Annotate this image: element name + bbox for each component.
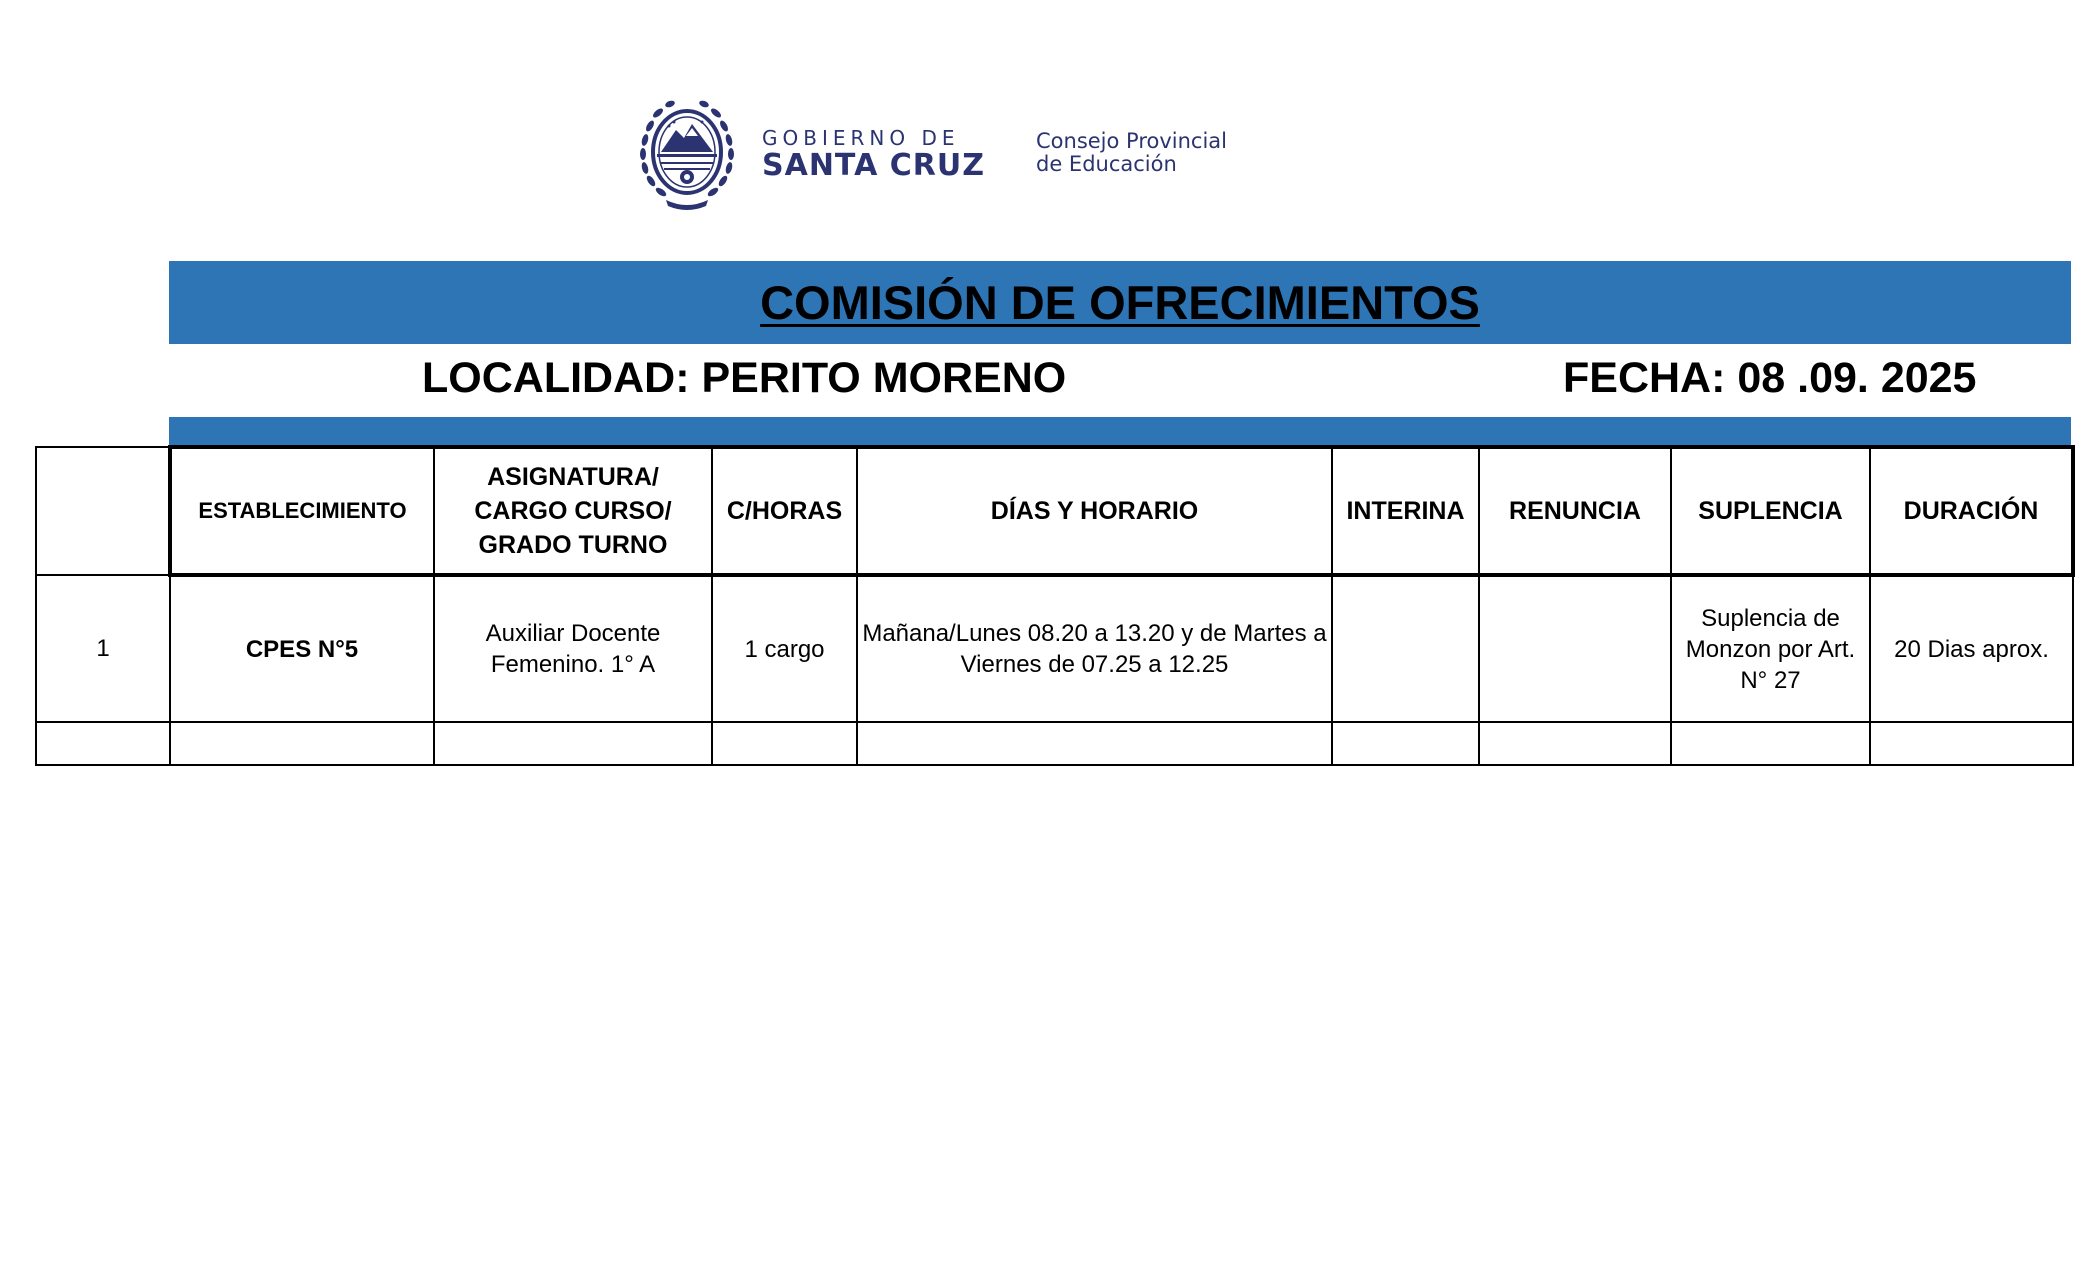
cell-num <box>36 722 170 765</box>
gov-line2: SANTA CRUZ <box>762 148 985 183</box>
cell-establecimiento: CPES N°5 <box>170 575 434 722</box>
cell-duracion: 20 Dias aprox. <box>1870 575 2073 722</box>
cell-horas: 1 cargo <box>712 575 857 722</box>
localidad-label: LOCALIDAD: PERITO MORENO <box>422 354 1067 402</box>
header-logo <box>636 96 1296 216</box>
table-header-row <box>36 447 2073 575</box>
col-header-asignatura: ASIGNATURA/ CARGO CURSO/ GRADO TURNO <box>434 447 712 575</box>
table-row <box>36 722 2073 765</box>
cell-suplencia <box>1671 722 1870 765</box>
col-header-establecimiento: ESTABLECIMIENTO <box>170 447 434 575</box>
cell-interina <box>1332 722 1479 765</box>
col-header-dias-horario: DÍAS Y HORARIO <box>857 447 1332 575</box>
cell-dias-horario: Mañana/Lunes 08.20 a 13.20 y de Martes a Viernes de 07.25 a 12.25 <box>857 575 1332 722</box>
cell-dias-horario <box>857 722 1332 765</box>
offers-table <box>35 445 2075 766</box>
gov-line1: GOBIERNO DE <box>762 126 960 150</box>
cell-horas <box>712 722 857 765</box>
col-header-horas: C/HORAS <box>712 447 857 575</box>
cell-asignatura: Auxiliar Docente Femenino. 1° A <box>434 575 712 722</box>
col-header-duracion: DURACIÓN <box>1870 447 2073 575</box>
page-title: COMISIÓN DE OFRECIMIENTOS <box>760 276 1480 329</box>
col-header-num <box>36 447 170 575</box>
cell-renuncia <box>1479 575 1671 722</box>
cell-suplencia: Suplencia de Monzon por Art. N° 27 <box>1671 575 1870 722</box>
divider-band <box>169 417 2071 445</box>
cell-num: 1 <box>36 575 170 722</box>
consejo-line1: Consejo Provincial <box>1036 129 1228 153</box>
cell-renuncia <box>1479 722 1671 765</box>
cell-establecimiento <box>170 722 434 765</box>
consejo-label <box>1036 130 1227 176</box>
col-header-interina: INTERINA <box>1332 447 1479 575</box>
coat-of-arms-icon <box>636 96 738 214</box>
cell-asignatura <box>434 722 712 765</box>
consejo-line2: de Educación <box>1036 152 1177 176</box>
title-band <box>169 261 2071 344</box>
fecha-label: FECHA: 08 .09. 2025 <box>1563 354 1977 402</box>
cell-interina <box>1332 575 1479 722</box>
cell-duracion <box>1870 722 2073 765</box>
col-header-suplencia: SUPLENCIA <box>1671 447 1870 575</box>
table-row <box>36 575 2073 722</box>
col-header-renuncia: RENUNCIA <box>1479 447 1671 575</box>
